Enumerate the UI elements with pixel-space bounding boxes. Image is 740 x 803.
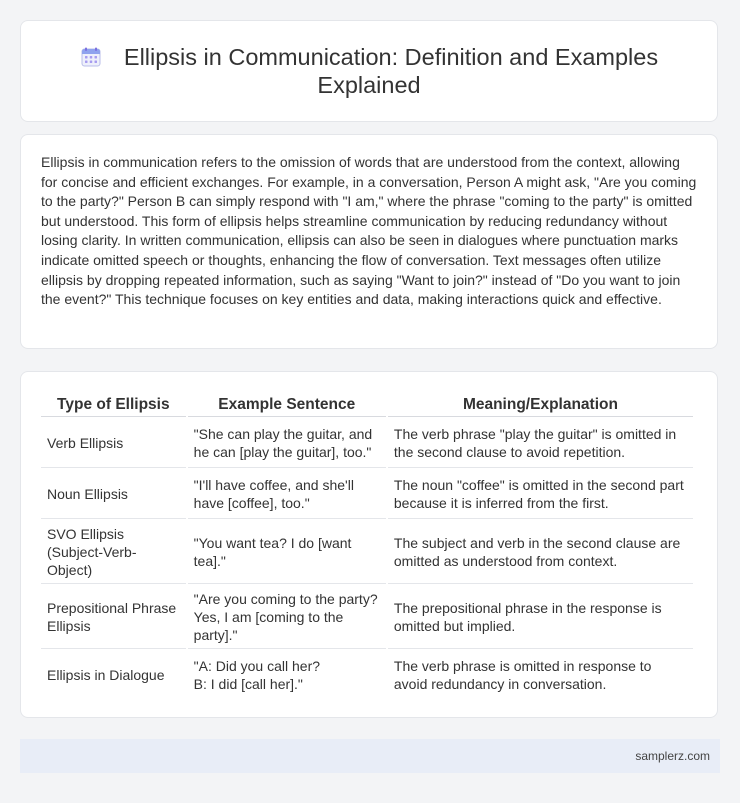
cell-example: "I'll have coffee, and she'll have [coffee], too.": [188, 470, 386, 519]
footer-bar: [20, 739, 720, 773]
cell-example: "You want tea? I do [want tea].": [188, 521, 386, 584]
footer-site-link[interactable]: samplerz.com: [635, 749, 710, 763]
cell-type: Verb Ellipsis: [41, 419, 186, 468]
cell-meaning: The prepositional phrase in the response is omitted but implied.: [388, 586, 693, 649]
intro-card: [20, 134, 718, 349]
cell-meaning: The verb phrase "play the guitar" is omitted in the second clause to avoid repetition.: [388, 419, 693, 468]
cell-type: Prepositional Phrase Ellipsis: [41, 586, 186, 649]
table-row: [41, 470, 693, 519]
table-row: [41, 586, 693, 649]
page-title-text: Ellipsis in Communication: Definition and Examples Explained: [123, 44, 659, 98]
cell-example: [188, 651, 386, 699]
cell-example: "She can play the guitar, and he can [play the guitar], too.": [188, 419, 386, 468]
cell-example: "Are you coming to the party? Yes, I am [coming to the party].": [188, 586, 386, 649]
table-row: [41, 419, 693, 468]
page-title: [61, 43, 677, 99]
table-card: [20, 371, 718, 718]
cell-meaning: The subject and verb in the second clause are omitted as understood from context.: [388, 521, 693, 584]
table-row: [41, 521, 693, 584]
example-line-1: "A: Did you call her?: [193, 658, 321, 674]
cell-meaning: The verb phrase is omitted in response to avoid redundancy in conversation.: [393, 658, 652, 692]
intro-paragraph: Ellipsis in communication refers to the omission of words that are understood from the context, allowing for concise and efficient exchanges. For example, in a conversation, Person A might ask, "Are you coming to the party?" Person B can simply respond with "I am," where the phrase "coming to the party" is omitted but understood. This form of ellipsis helps streamline communication by reducing redundancy without losing clarity. In written communication, ellipsis can also be seen in dialogues where punctuation marks indicate omitted speech or thoughts, enhancing the flow of conversation. Text messages often utilize ellipsis by dropping repeated information, such as saying "Want to join?" instead of "Do you want to join the event?" This technique focuses on key entities and data, making interactions quick and effective.: [41, 154, 697, 308]
table-row: [41, 651, 693, 699]
title-card: [20, 20, 718, 122]
calendar-icon: [80, 46, 102, 68]
header-meaning: Meaning/Explanation: [388, 392, 693, 417]
ellipsis-table: [39, 390, 695, 701]
cell-type: Ellipsis in Dialogue: [47, 667, 165, 683]
table-header-row: [41, 392, 693, 417]
cell-meaning: The noun "coffee" is omitted in the second part because it is inferred from the first.: [388, 470, 693, 519]
header-type: Type of Ellipsis: [41, 392, 186, 417]
cell-type: Noun Ellipsis: [41, 470, 186, 519]
cell-type: SVO Ellipsis (Subject-Verb-Object): [41, 521, 186, 584]
example-line-2: B: I did [call her].": [193, 676, 303, 692]
header-example: Example Sentence: [188, 392, 386, 417]
